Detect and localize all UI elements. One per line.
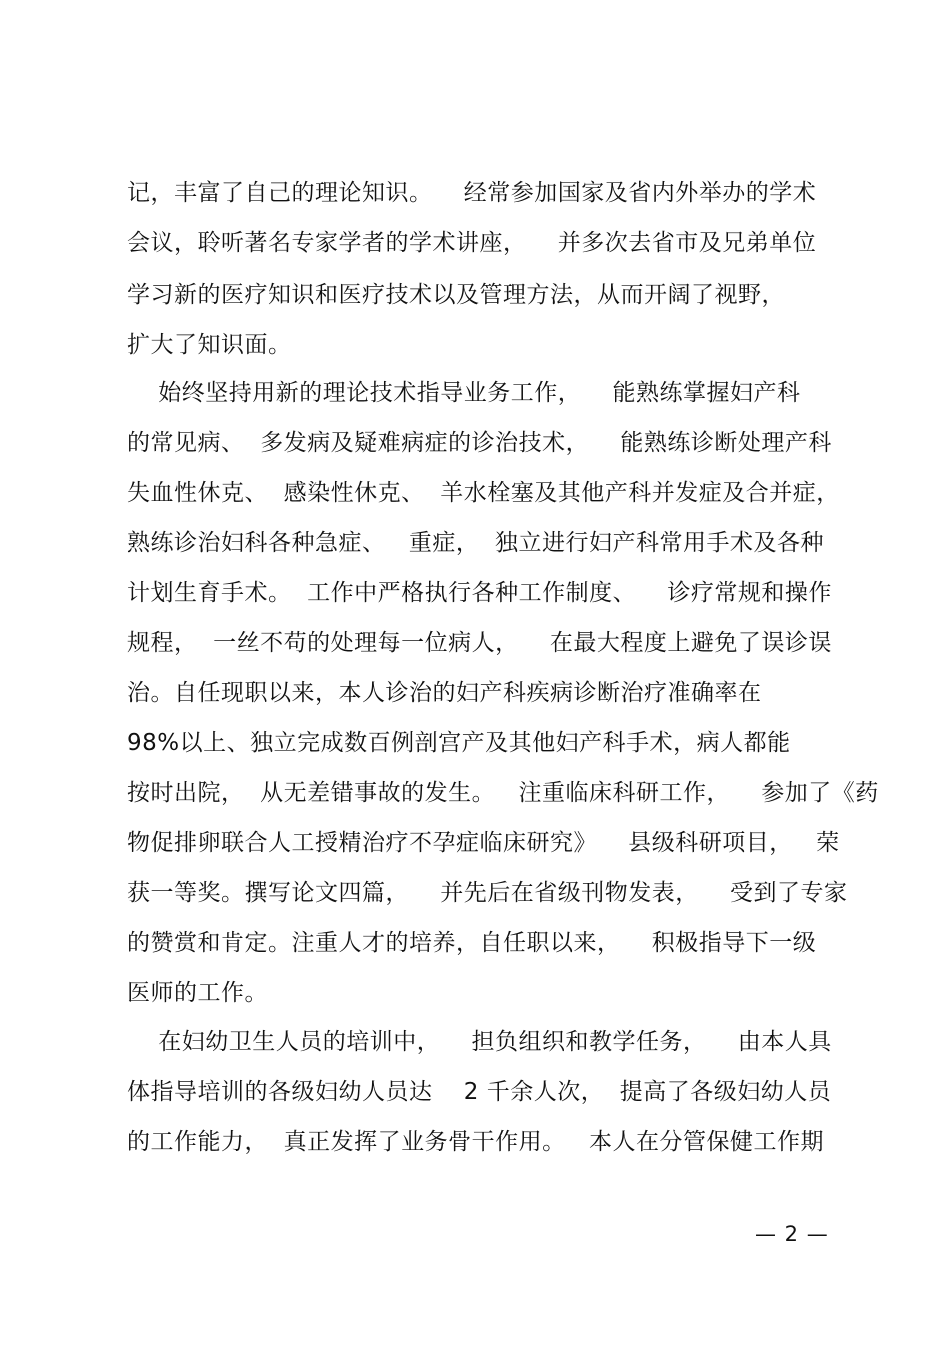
text-line: 98%以上、独立完成数百例剖宫产及其他妇产科手术，病人都能 (127, 730, 791, 756)
text-line: 学习新的医疗知识和医疗技术以及管理方法，从而开阔了视野， (127, 282, 785, 308)
text-line: 会议，聆听著名专家学者的学术讲座， 并多次去省市及兄弟单位 (127, 230, 817, 256)
text-line: 治。自任现职以来，本人诊治的妇产科疾病诊断治疗准确率在 (127, 680, 762, 706)
text-line: 在妇幼卫生人员的培训中， 担负组织和教学任务， 由本人具 (127, 1029, 832, 1055)
text-line: 医师的工作。 (127, 980, 268, 1006)
text-line: 获一等奖。撰写论文四篇， 并先后在省级刊物发表， 受到了专家 (127, 880, 848, 906)
page-number: — 2 — (755, 1222, 829, 1246)
text-line: 计划生育手术。 工作中严格执行各种工作制度、 诊疗常规和操作 (127, 580, 832, 606)
text-line: 按时出院， 从无差错事故的发生。 注重临床科研工作， 参加了《药 (127, 780, 879, 806)
text-line: 物促排卵联合人工授精治疗不孕症临床研究》 县级科研项目， 荣 (127, 830, 840, 856)
text-line: 熟练诊治妇科各种急症、 重症， 独立进行妇产科常用手术及各种 (127, 530, 825, 556)
text-line: 的赞赏和肯定。注重人才的培养，自任职以来， 积极指导下一级 (127, 930, 817, 956)
text-line: 记，丰富了自己的理论知识。 经常参加国家及省内外举办的学术 (127, 180, 817, 206)
text-line: 的工作能力， 真正发挥了业务骨干作用。 本人在分管保健工作期 (127, 1129, 825, 1155)
text-line: 扩大了知识面。 (127, 332, 292, 358)
text-line: 的常见病、 多发病及疑难病症的诊治技术， 能熟练诊断处理产科 (127, 430, 832, 456)
text-line: 始终坚持用新的理论技术指导业务工作， 能熟练掌握妇产科 (127, 380, 801, 406)
text-line: 规程， 一丝不苟的处理每一位病人， 在最大程度上避免了误诊误 (127, 630, 832, 656)
text-line: 失血性休克、 感染性休克、 羊水栓塞及其他产科并发症及合并症， (127, 480, 840, 506)
text-line: 体指导培训的各级妇幼人员达 2 千余人次， 提高了各级妇幼人员 (127, 1079, 832, 1105)
